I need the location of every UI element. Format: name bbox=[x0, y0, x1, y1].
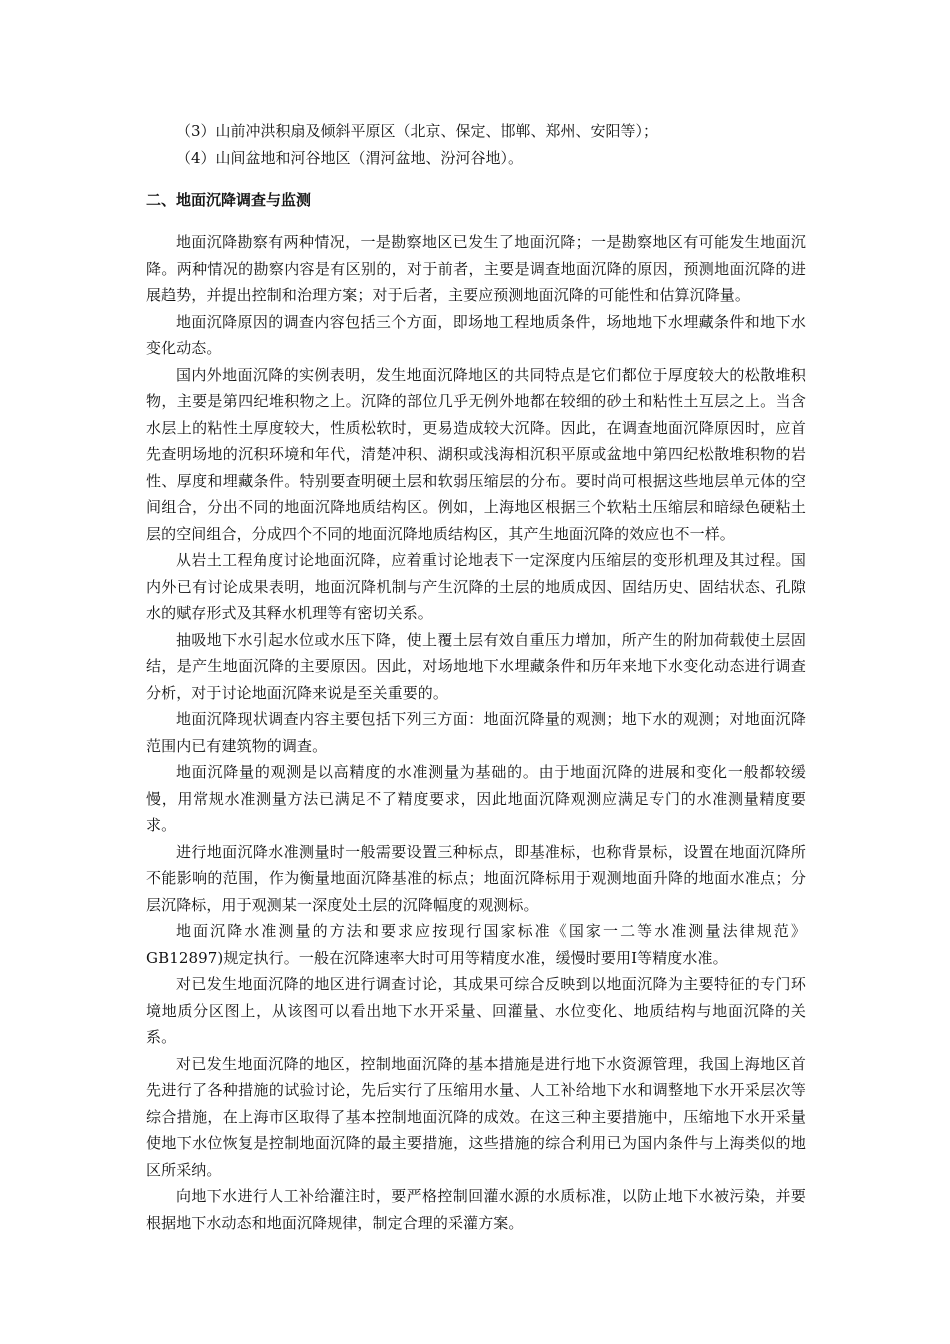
paragraph: 向地下水进行人工补给灌注时，要严格控制回灌水源的水质标准，以防止地下水被污染，并要根据地下水动态和地面沉降规律，制定合理的采灌方案。 bbox=[146, 1187, 806, 1232]
paragraph: 地面沉降现状调查内容主要包括下列三方面：地面沉降量的观测；地下水的观测；对地面沉降范围内已有建筑物的调查。 bbox=[146, 710, 806, 755]
paragraph: 对已发生地面沉降的地区进行调查讨论，其成果可综合反映到以地面沉降为主要特征的专门环境地质分区图上，从该图可以看出地下水开采量、回灌量、水位变化、地质结构与地面沉降的关系。 bbox=[146, 975, 806, 1046]
paragraph: 地面沉降水准测量的方法和要求应按现行国家标准《国家一二等水准测量法律规范》GB12897)规定执行。一般在沉降速率大时可用等精度水准，缓慢时要用Ⅰ等精度水准。 bbox=[146, 922, 806, 967]
paragraph: 地面沉降原因的调查内容包括三个方面，即场地工程地质条件，场地地下水埋藏条件和地下水变化动态。 bbox=[146, 312, 806, 357]
paragraph: 进行地面沉降水准测量时一般需要设置三种标点，即基准标，也称背景标，设置在地面沉降所不能影响的范围，作为衡量地面沉降基准的标点；地面沉降标用于观测地面升降的地面水准点；分层沉降标，用于观测某一深度处土层的沉降幅度的观测标。 bbox=[146, 842, 806, 914]
paragraph: 对已发生地面沉降的地区，控制地面沉降的基本措施是进行地下水资源管理，我国上海地区首先进行了各种措施的试验讨论，先后实行了压缩用水量、人工补给地下水和调整地下水开采层次等综合措施，在上海市区取得了基本控制地面沉降的成效。在这三种主要措施中，压缩地下水开采量使地下水位恢复是控制地面沉降的最主要措施，这些措施的综合利用已为国内条件与上海类似的地区所采纳。 bbox=[146, 1054, 806, 1179]
section-heading: 二、地面沉降调查与监测 bbox=[146, 191, 312, 209]
paragraph: 地面沉降勘察有两种情况，一是勘察地区已发生了地面沉降；一是勘察地区有可能发生地面沉降。两种情况的勘察内容是有区别的，对于前者，主要是调查地面沉降的原因，预测地面沉降的进展趋势，并提出控制和治理方案；对于后者，主要应预测地面沉降的可能性和估算沉降量。 bbox=[146, 233, 806, 304]
paragraph: 抽吸地下水引起水位或水压下降，使上覆土层有效自重压力增加，所产生的附加荷载使土层固结，是产生地面沉降的主要原因。因此，对场地地下水埋藏条件和历年来地下水变化动态进行调查分析，对于讨论地面沉降来说是至关重要的。 bbox=[146, 630, 806, 702]
list-item: （4）山间盆地和河谷地区（渭河盆地、汾河谷地）。 bbox=[176, 149, 524, 167]
paragraph: 国内外地面沉降的实例表明，发生地面沉降地区的共同特点是它们都位于厚度较大的松散堆积物，主要是第四纪堆积物之上。沉降的部位几乎无例外地都在较细的砂土和粘性土互层之上。当含水层上的粘性土厚度较大，性质松软时，更易造成较大沉降。因此，在调查地面沉降原因时，应首先查明场地的沉积环境和年代，清楚冲积、湖积或浅海相沉积平原或盆地中第四纪松散堆积物的岩性、厚度和埋藏条件。特别要查明硬土层和软弱压缩层的分布。要时尚可根据这些地层单元体的空间组合，分出不同的地面沉降地质结构区。例如，上海地区根据三个软粘土压缩层和暗绿色硬粘土层的空间组合，分成四个不同的地面沉降地质结构区，其产生地面沉降的效应也不一样。 bbox=[146, 365, 806, 543]
document-page bbox=[146, 118, 806, 1236]
list-item: （3）山前冲洪积扇及倾斜平原区（北京、保定、邯郸、郑州、安阳等）； bbox=[176, 122, 659, 140]
paragraph: 从岩土工程角度讨论地面沉降，应着重讨论地表下一定深度内压缩层的变形机理及其过程。国内外已有讨论成果表明，地面沉降机制与产生沉降的土层的地质成因、固结历史、固结状态、孔隙水的赋存形式及其释水机理等有密切关系。 bbox=[146, 551, 806, 622]
paragraph: 地面沉降量的观测是以高精度的水准测量为基础的。由于地面沉降的进展和变化一般都较缓慢，用常规水准测量方法已满足不了精度要求，因此地面沉降观测应满足专门的水准测量精度要求。 bbox=[146, 763, 806, 834]
